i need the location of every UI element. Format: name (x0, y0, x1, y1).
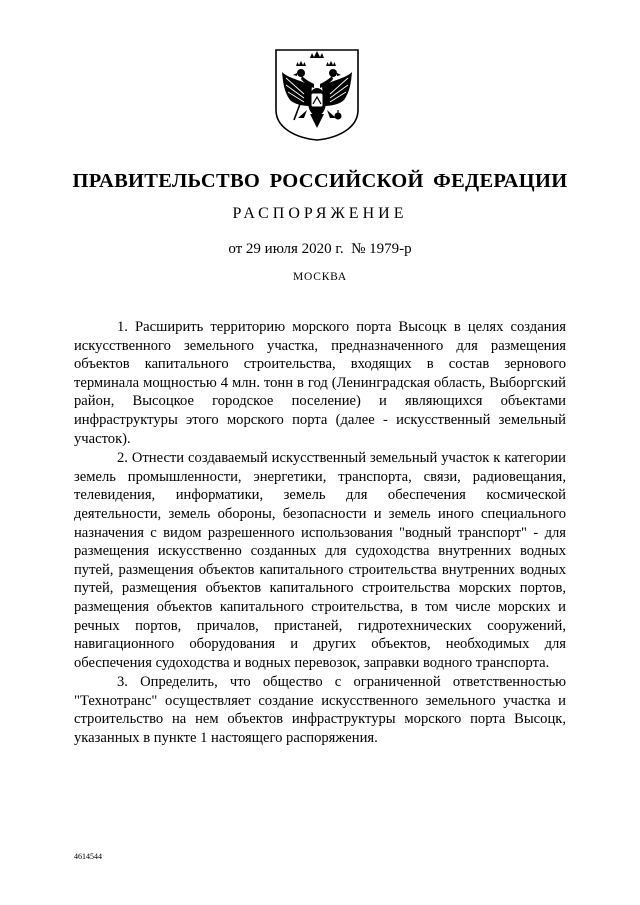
government-title: ПРАВИТЕЛЬСТВО РОССИЙСКОЙ ФЕДЕРАЦИИ (72, 170, 568, 192)
document-date-number: от 29 июля 2020 г. № 1979-р (228, 241, 412, 257)
document-city: МОСКВА (292, 271, 348, 283)
paragraph-2: 2. Отнести создаваемый искусственный земельный участок к категории земель промышленности, энергетики, транспорта, связи, радиовещания, телевидения, информатики, земель для обеспечения космической деятельности, земель обороны, безопасности и земель иного специального назначения с видом разрешенного использования "водный транспорт" - для размещения искусственно созданных для судоходства внутренних водных путей, размещения объектов капитального строительства внутренних водных путей, размещения объектов капитального строительства морских портов, размещения объектов капитального строительства, в том числе морских и речных портов, причалов, пристаней, гидротехнических сооружений, навигационного оборудования и других объектов, необходимых для обеспечения судоходства и водных перевозок, заправки водного транспорта. (74, 450, 566, 671)
paragraph-3: 3. Определить, что общество с ограниченной ответственностью "Технотранс" осуществляет создание искусственного земельного участка и строительство на нем объектов инфраструктуры морского порта Высоцк, указанных в пункте 1 настоящего распоряжения. (74, 674, 566, 747)
document-body (74, 318, 566, 749)
document-type: РАСПОРЯЖЕНИЕ (232, 205, 408, 222)
paragraph-1: 1. Расширить территорию морского порта Высоцк в целях создания искусственного земельного участка, предназначенного для размещения объектов капитального строительства, входящих в состав зернового терминала мощностью 4 млн. тонн в год (Ленинградская область, Выборгский район, Высоцкое городское поселение) и являющихся объектами инфраструктуры этого морского порта (далее - искусственный земельный участок). (74, 319, 566, 447)
coat-of-arms-emblem (274, 48, 360, 142)
document-code: 4614544 (74, 852, 102, 861)
